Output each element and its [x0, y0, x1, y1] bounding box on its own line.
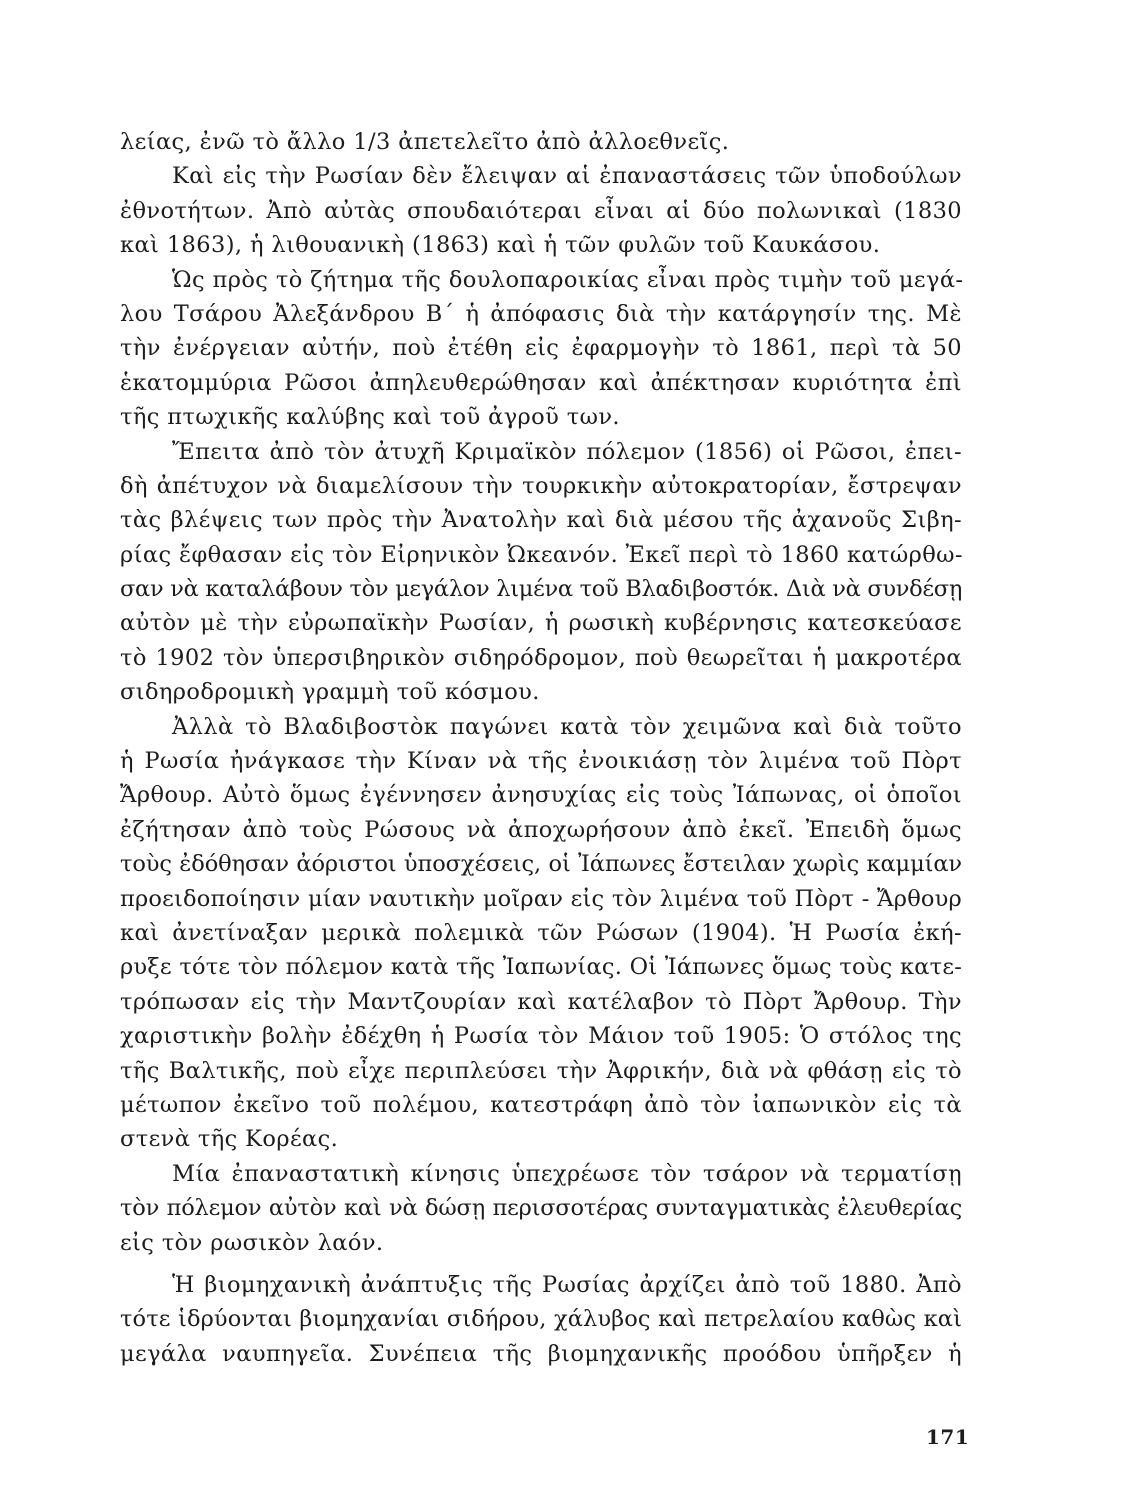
text-line: τὴν ἐνέργειαν αὐτήν, ποὺ ἐτέθη εἰς ἐφαρμογὴν τὸ 1861, περὶ τὰ 50: [120, 335, 962, 362]
text-line: μεγάλα ναυπηγεῖα. Συνέπεια τῆς βιομηχανικῆς προόδου ὑπῆρξεν ἡ: [120, 1340, 962, 1367]
text-line: σαν νὰ καταλάβουν τὸν μεγάλον λιμένα τοῦ Βλαδιβοστόκ. Διὰ νὰ συνδέσῃ: [120, 576, 962, 603]
text-line: ρυξε τότε τὸν πόλεμον κατὰ τῆς Ἰαπωνίας. Οἱ Ἰάπωνες ὅμως τοὺς κατε-: [120, 954, 962, 981]
text-line: Ἔπειτα ἀπὸ τὸν ἀτυχῆ Κριμαϊκὸν πόλεμον (1856) οἱ Ρῶσοι, ἐπει-: [172, 438, 962, 465]
text-line: τὸν πόλεμον αὐτὸν καὶ νὰ δώσῃ περισσοτέρας συνταγματικὰς ἐλευθερίας: [120, 1195, 962, 1222]
text-line: Ἀλλὰ τὸ Βλαδιβοστὸκ παγώνει κατὰ τὸν χειμῶνα καὶ διὰ τοῦτο: [172, 713, 962, 740]
text-line: στενὰ τῆς Κορέας.: [120, 1126, 339, 1153]
text-line: χαριστικὴν βολὴν ἐδέχθη ἡ Ρωσία τὸν Μάιον τοῦ 1905: Ὁ στόλος της: [120, 1023, 962, 1050]
text-line: καὶ ἀνετίναξαν μερικὰ πολεμικὰ τῶν Ρώσων (1904). Ἡ Ρωσία ἐκή-: [120, 919, 962, 946]
text-line: τότε ἱδρύονται βιομηχανίαι σιδήρου, χάλυβος καὶ πετρελαίου καθὼς καὶ: [120, 1306, 962, 1333]
text-line: τῆς Βαλτικῆς, ποὺ εἶχε περιπλεύσει τὴν Ἀφρικήν, διὰ νὰ φθάσῃ εἰς τὸ: [120, 1057, 962, 1084]
text-line: Ὡς πρὸς τὸ ζήτημα τῆς δουλοπαροικίας εἶναι πρὸς τιμὴν τοῦ μεγά-: [172, 266, 964, 293]
text-line: ἐθνοτήτων. Ἀπὸ αὐτὰς σπουδαιότεραι εἶναι αἱ δύο πολωνικαὶ (1830: [120, 197, 962, 224]
text-line: Μία ἐπαναστατικὴ κίνησις ὑπεχρέωσε τὸν τσάρον νὰ τερματίσῃ: [172, 1160, 962, 1187]
text-line: τῆς πτωχικῆς καλύβης καὶ τοῦ ἀγροῦ των.: [120, 404, 620, 431]
text-line: τὸ 1902 τὸν ὑπερσιβηρικὸν σιδηρόδρομον, ποὺ θεωρεῖται ἡ μακροτέρα: [120, 644, 962, 671]
text-line: τὰς βλέψεις των πρὸς τὴν Ἀνατολὴν καὶ διὰ μέσου τῆς ἀχανοῦς Σιβη-: [120, 507, 962, 534]
page-number: 171: [926, 1425, 970, 1449]
text-line: σιδηροδρομικὴ γραμμὴ τοῦ κόσμου.: [120, 679, 540, 706]
text-line: Ἄρθουρ. Αὐτὸ ὅμως ἐγέννησεν ἀνησυχίας εἰς τοὺς Ἰάπωνας, οἱ ὁποῖοι: [120, 782, 962, 809]
text-line: ἡ Ρωσία ἠνάγκασε τὴν Κίναν νὰ τῆς ἐνοικιάσῃ τὸν λιμένα τοῦ Πὸρτ: [120, 748, 962, 775]
text-line: δὴ ἀπέτυχον νὰ διαμελίσουν τὴν τουρκικὴν αὐτοκρατορίαν, ἔστρεψαν: [120, 472, 962, 499]
text-line: προειδοποίησιν μίαν ναυτικὴν μοῖραν εἰς τὸν λιμένα τοῦ Πὸρτ - Ἄρθουρ: [120, 885, 962, 912]
text-line: ἐζήτησαν ἀπὸ τοὺς Ρώσους νὰ ἀποχωρήσουν ἀπὸ ἐκεῖ. Ἐπειδὴ ὅμως: [120, 816, 962, 843]
text-line: Ἡ βιομηχανικὴ ἀνάπτυξις τῆς Ρωσίας ἀρχίζει ἀπὸ τοῦ 1880. Ἀπὸ: [172, 1271, 962, 1298]
text-line: λου Τσάρου Ἀλεξάνδρου Β΄ ἡ ἀπόφασις διὰ τὴν κατάργησίν της. Μὲ: [120, 300, 962, 327]
text-line: ρίας ἔφθασαν εἰς τὸν Εἰρηνικὸν Ὠκεανόν. Ἐκεῖ περὶ τὸ 1860 κατώρθω-: [120, 541, 963, 568]
text-line: ἑκατομμύρια Ρῶσοι ἀπηλευθερώθησαν καὶ ἀπέκτησαν κυριότητα ἐπὶ: [120, 369, 962, 396]
text-line: εἰς τὸν ρωσικὸν λαόν.: [120, 1229, 384, 1256]
text-line: καὶ 1863), ἡ λιθουανικὴ (1863) καὶ ἡ τῶν φυλῶν τοῦ Καυκάσου.: [120, 232, 881, 259]
text-line: τρόπωσαν εἰς τὴν Μαντζουρίαν καὶ κατέλαβον τὸ Πὸρτ Ἄρθουρ. Τὴν: [120, 988, 962, 1015]
text-line: τοὺς ἐδόθησαν ἀόριστοι ὑποσχέσεις, οἱ Ἰάπωνες ἔστειλαν χωρὶς καμμίαν: [120, 851, 962, 878]
page-body: [120, 125, 962, 1371]
text-line: λείας, ἐνῶ τὸ ἄλλο 1/3 ἀπετελεῖτο ἀπὸ ἀλλοεθνεῖς.: [120, 129, 730, 155]
text-line: Καὶ εἰς τὴν Ρωσίαν δὲν ἔλειψαν αἱ ἐπαναστάσεις τῶν ὑποδούλων: [172, 163, 962, 190]
text-line: αὐτὸν μὲ τὴν εὐρωπαϊκὴν Ρωσίαν, ἡ ρωσικὴ κυβέρνησις κατεσκεύασε: [120, 610, 962, 637]
text-line: μέτωπον ἐκεῖνο τοῦ πολέμου, κατεστράφη ἀπὸ τὸν ἰαπωνικὸν εἰς τὰ: [120, 1091, 962, 1118]
